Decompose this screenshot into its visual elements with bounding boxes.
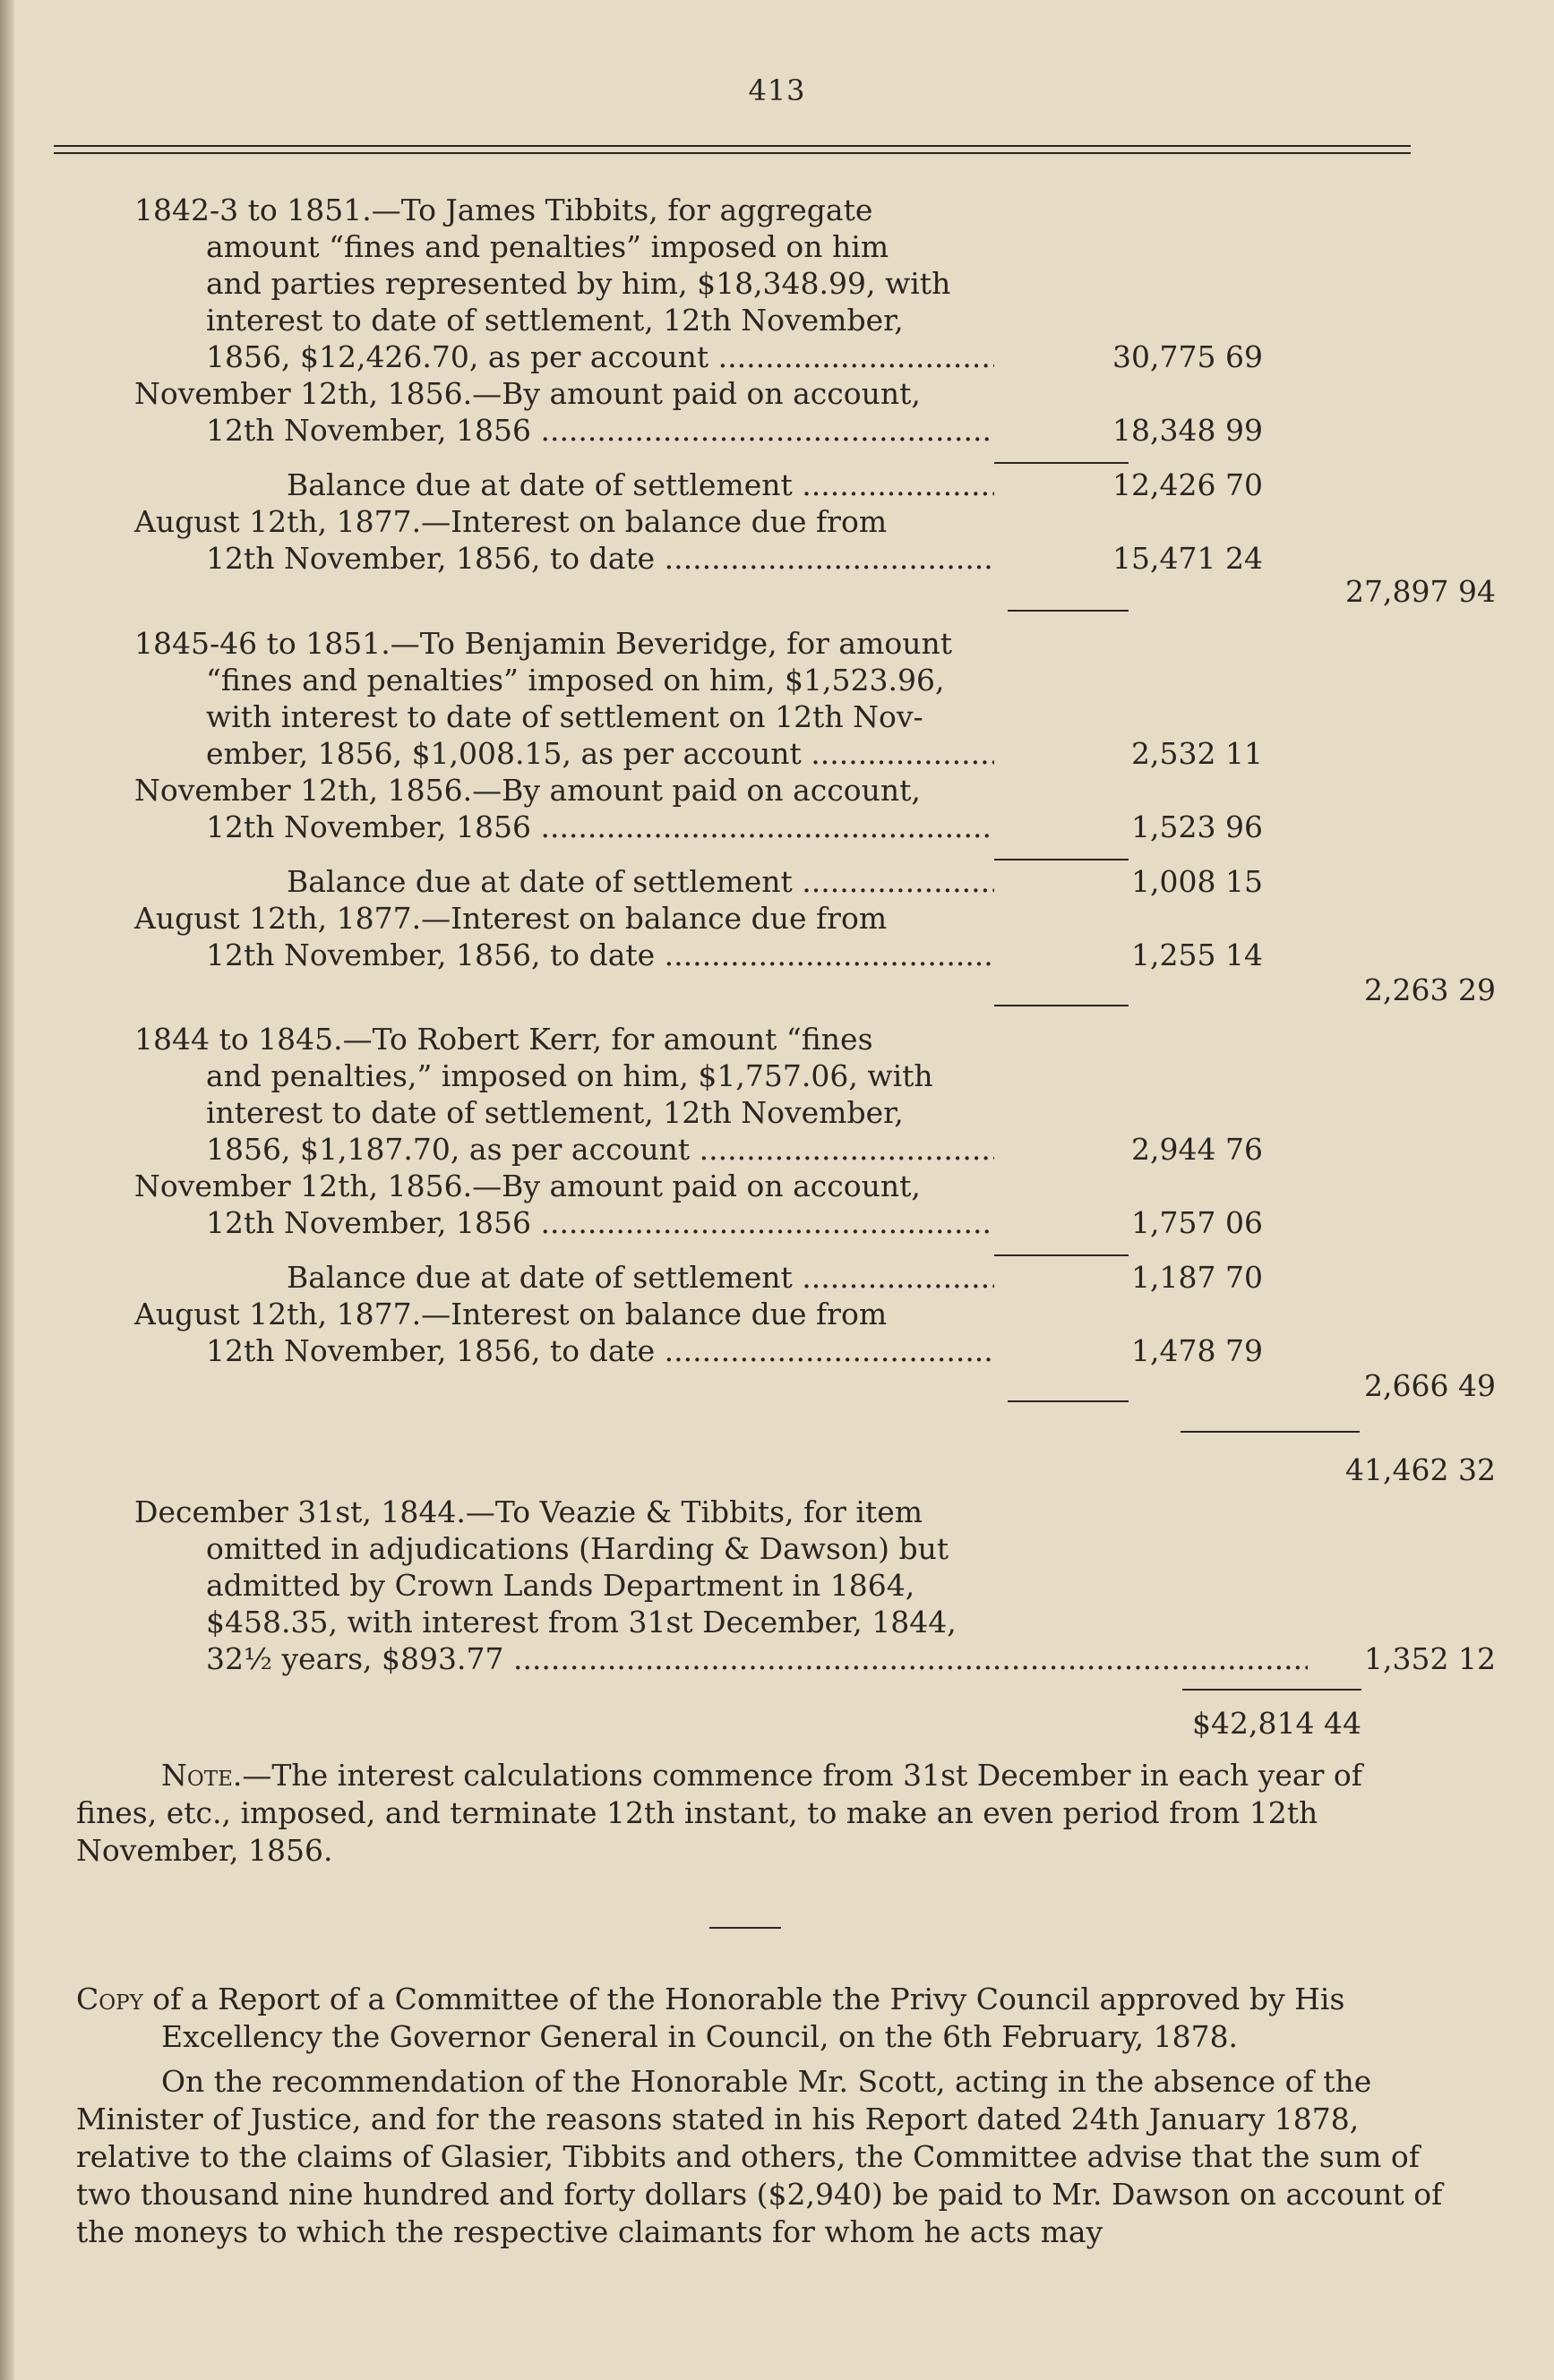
balance-amount: 1,187 70: [1131, 1260, 1263, 1295]
entry-tibbits: [134, 192, 1496, 609]
entry-line: 1856, $1,187.70, as per account: [206, 1132, 691, 1167]
balance-line: [134, 863, 1263, 900]
balance-label: Balance due at date of settlement: [287, 864, 793, 899]
dot-leader: [793, 1260, 994, 1295]
report-heading-label: Copy: [76, 1982, 143, 2016]
dot-leader: [655, 937, 994, 972]
interest-line: 12th November, 1856, to date: [206, 937, 656, 972]
total-line: [134, 972, 1496, 1007]
interest-line: August 12th, 1877.—Interest on balance due from: [134, 504, 888, 539]
entry-line: with interest to date of settlement on 12th Nov-: [206, 699, 923, 734]
column-rule: [994, 1005, 1129, 1006]
column-rule: [994, 462, 1129, 464]
entry-line: interest to date of settlement, 12th November,: [206, 303, 904, 338]
interest-line-account: [134, 540, 1263, 577]
dot-leader: [793, 864, 994, 899]
entry-line: December 31st, 1844.—To Veazie & Tibbits, for item: [134, 1494, 923, 1529]
paid-line: 12th November, 1856: [206, 413, 531, 448]
paid-line: November 12th, 1856.—By amount paid on account,: [134, 773, 921, 808]
entry-amount: 30,775 69: [1112, 339, 1263, 374]
dot-leader: [802, 736, 994, 771]
interest-amount: 1,478 79: [1131, 1333, 1263, 1368]
paid-line-account: [134, 1204, 1263, 1241]
dot-leader: [531, 809, 994, 844]
column-rule: [994, 1254, 1129, 1256]
entry-line: 1845-46 to 1851.—To Benjamin Beveridge, for amount: [134, 626, 953, 661]
entry-line: amount “fines and penalties” imposed on him: [206, 229, 889, 264]
entry-amount: 2,944 76: [1131, 1132, 1263, 1167]
entry-line-account: [134, 1640, 1496, 1677]
column-rule: [1008, 610, 1129, 612]
paid-amount: 1,757 06: [1131, 1205, 1263, 1240]
entry-line: 1842-3 to 1851.—To James Tibbits, for aggregate: [134, 193, 873, 227]
grand-total-rule: [1182, 1689, 1361, 1691]
dot-leader: [531, 1205, 994, 1240]
interest-line: 12th November, 1856, to date: [206, 1333, 656, 1368]
interest-amount: 15,471 24: [1112, 541, 1263, 576]
header-rule-bottom: [54, 152, 1411, 154]
balance-label: Balance due at date of settlement: [287, 467, 793, 502]
paid-line: November 12th, 1856.—By amount paid on account,: [134, 376, 921, 411]
entry-amount: 2,532 11: [1131, 736, 1263, 771]
paid-line: 12th November, 1856: [206, 1205, 531, 1240]
paid-amount: 1,523 96: [1131, 809, 1263, 844]
interest-amount: 1,255 14: [1131, 937, 1263, 972]
entry-total: 27,897 94: [1345, 574, 1496, 609]
entry-line: omitted in adjudications (Harding & Dawson) but: [206, 1531, 949, 1566]
paid-line: 12th November, 1856: [206, 809, 531, 844]
column-rule: [994, 859, 1129, 860]
entry-line: 32½ years, $893.77: [206, 1641, 504, 1676]
report-body: On the recommendation of the Honorable Mr. Scott, acting in the absence of the Minister of Justice, and for the reasons stated in his Report dated 24th January 1878, relative to the claims of Glasier, Tibbits and others, the Committee advise that the sum of two thousand nine hundred and forty dollars ($2,940) be paid to Mr. Dawson on account of the moneys to which the respective claimants for whom he acts may: [76, 2064, 1443, 2249]
balance-line: [134, 467, 1263, 503]
entry-beveridge: [134, 625, 1496, 1007]
dot-leader: [793, 467, 994, 502]
column-rule: [1008, 1400, 1129, 1402]
dot-leader: [655, 1333, 994, 1368]
entry-line: 1856, $12,426.70, as per account: [206, 339, 709, 374]
grand-total: $42,814 44: [1192, 1706, 1361, 1741]
dot-leader: [531, 413, 994, 448]
section-divider: [709, 1927, 781, 1929]
entry-line: and parties represented by him, $18,348.99, with: [206, 266, 951, 301]
note-label: Note.: [161, 1758, 243, 1793]
page-number: 413: [748, 73, 806, 107]
report-heading: [76, 1981, 1447, 2056]
entry-line: and penalties,” imposed on him, $1,757.06, with: [206, 1058, 933, 1093]
entry-line: admitted by Crown Lands Department in 1864,: [206, 1568, 915, 1603]
total-line: [134, 574, 1496, 609]
entry-line: “fines and penalties” imposed on him, $1,523.96,: [206, 663, 945, 698]
interest-line-account: [134, 1332, 1263, 1369]
paid-line-account: [134, 809, 1263, 845]
entry-total: 2,263 29: [1364, 972, 1496, 1007]
note-text: —The interest calculations commence from 31st December in each year of fines, etc., imposed, and terminate 12th instant, to make an even period from 12th November, 1856.: [76, 1758, 1362, 1868]
entry-line: ember, 1856, $1,008.15, as per account: [206, 736, 802, 771]
report-heading-text: of a Report of a Committee of the Honorable the Privy Council approved by His Excellency the Governor General in Council, on the 6th February, 1878.: [142, 1982, 1345, 2054]
subtotal: 41,462 32: [1345, 1452, 1496, 1487]
paid-amount: 18,348 99: [1112, 413, 1263, 448]
interest-line: August 12th, 1877.—Interest on balance due from: [134, 901, 888, 936]
total-line: [134, 1368, 1496, 1403]
veazie-amount: 1,352 12: [1364, 1641, 1496, 1676]
entry-line-account: [134, 338, 1263, 375]
entry-veazie: [134, 1494, 1496, 1677]
balance-amount: 1,008 15: [1131, 864, 1263, 899]
paid-line: November 12th, 1856.—By amount paid on account,: [134, 1169, 921, 1203]
entry-line-account: [134, 735, 1263, 772]
entry-line: interest to date of settlement, 12th November,: [206, 1095, 904, 1130]
paid-line-account: [134, 412, 1263, 449]
balance-amount: 12,426 70: [1112, 467, 1263, 502]
dot-leader: [655, 541, 994, 576]
header-rule-top: [54, 145, 1411, 147]
entry-total: 2,666 49: [1364, 1368, 1496, 1403]
interest-line: 12th November, 1856, to date: [206, 541, 656, 576]
note-paragraph: [76, 1757, 1447, 1870]
dot-leader: [503, 1641, 1308, 1676]
balance-label: Balance due at date of settlement: [287, 1260, 793, 1295]
entry-line-account: [134, 1131, 1263, 1168]
page-binding-edge: [0, 0, 14, 2380]
report-section: [76, 1981, 1447, 2251]
interest-line: August 12th, 1877.—Interest on balance due from: [134, 1297, 888, 1331]
dot-leader: [708, 339, 994, 374]
balance-line: [134, 1259, 1263, 1296]
dot-leader: [690, 1132, 994, 1167]
subtotal-rule: [1181, 1431, 1360, 1433]
entry-kerr: [134, 1021, 1496, 1403]
entry-line: 1844 to 1845.—To Robert Kerr, for amount “fines: [134, 1022, 873, 1057]
interest-line-account: [134, 937, 1263, 973]
entry-line: $458.35, with interest from 31st December, 1844,: [206, 1605, 957, 1639]
